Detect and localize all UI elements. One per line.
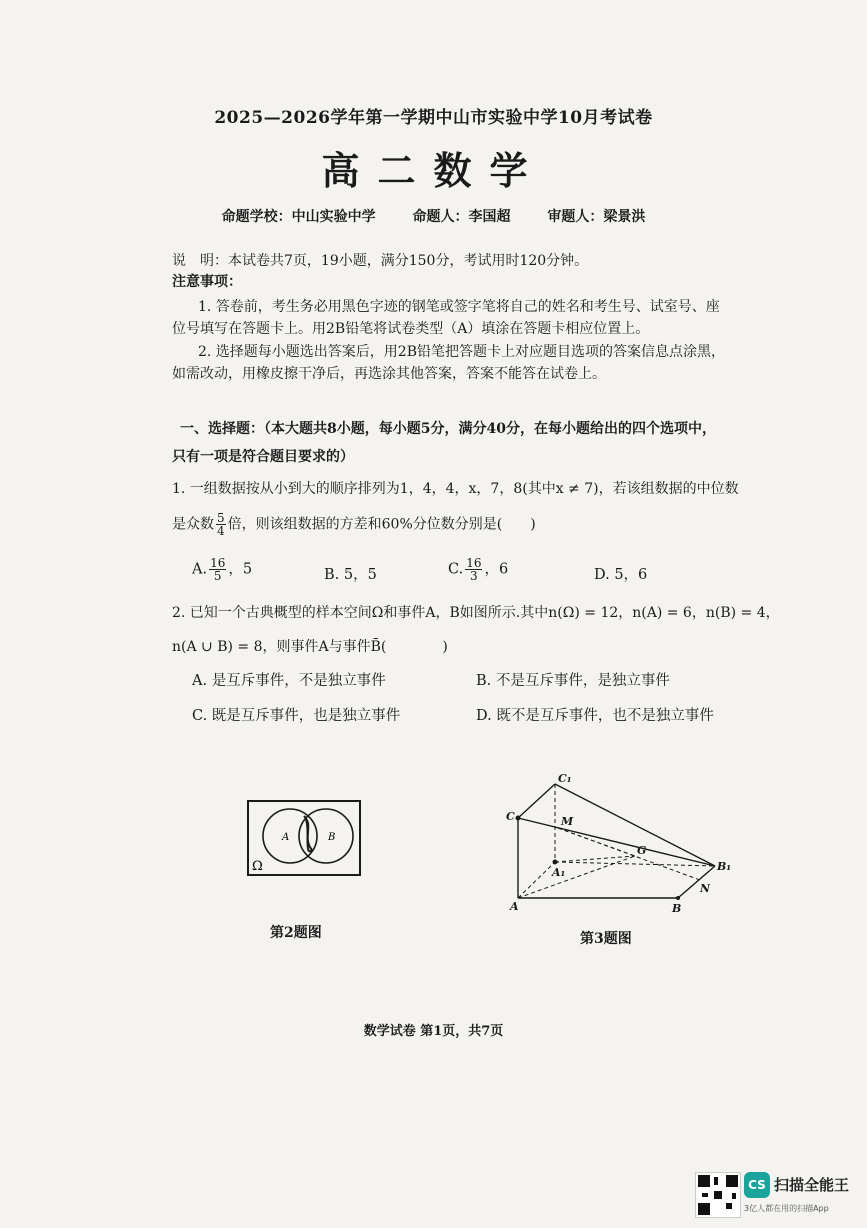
- label-event-a: A: [282, 832, 290, 843]
- label-g: G: [637, 844, 647, 857]
- vertex-a1-dot: [553, 860, 558, 865]
- q1-option-c-numerator: 16: [466, 556, 482, 570]
- q1-stem-pre: 是众数: [172, 516, 214, 533]
- q1-option-d: D. 5，6: [594, 567, 648, 583]
- segment-m-g: [558, 828, 635, 856]
- label-c: C: [506, 810, 515, 823]
- school: 命题学校：中山实验中学: [221, 209, 376, 225]
- figure-3-prism: [500, 770, 740, 920]
- notice-item-1-line-2: 位号填写在答题卡上。用2B铅笔将试卷类型（A）填涂在答题卡相应位置上。: [172, 321, 650, 337]
- figure-2-venn-diagram: [244, 798, 364, 878]
- q1-option-a-numerator: 16: [210, 556, 226, 570]
- label-event-b: B: [328, 832, 336, 843]
- q1-option-a-rest: ，5: [228, 561, 253, 578]
- label-b: B: [672, 902, 682, 915]
- edge-a-a1-hidden: [518, 862, 555, 898]
- q1-fraction-denominator: 4: [217, 524, 225, 538]
- label-n: N: [700, 882, 711, 895]
- camscanner-tagline: 3亿人都在用的扫描App: [744, 1204, 829, 1213]
- reviewer: 审题人：梁景洪: [547, 209, 646, 225]
- q2-option-a: A. 是互斥事件，不是独立事件: [192, 673, 386, 689]
- notice-heading: 注意事项：: [172, 274, 242, 290]
- notice-item-1-line-1: 1. 答卷前，考生务必用黑色字迹的钢笔或签字笔将自己的姓名和考生号、试室号、座: [198, 299, 720, 315]
- q1-stem-line-1: 1. 一组数据按从小到大的顺序排列为1，4，4，x，7，8(其中x ≠ 7)，若该组数据的中位数: [172, 481, 739, 497]
- q1-fraction: [216, 512, 226, 537]
- q1-option-a-fraction: [209, 557, 226, 582]
- figure-2-caption: 第2题图: [270, 925, 322, 941]
- intersection-scribble: [304, 816, 312, 851]
- subject-title: 高二数学: [321, 148, 546, 193]
- figure-3-caption: 第3题图: [580, 931, 632, 947]
- q1-option-a-denominator: 5: [213, 569, 222, 583]
- q1-option-c-denominator: 3: [470, 569, 478, 583]
- label-m: M: [561, 815, 574, 828]
- edge-c-c1: [518, 784, 555, 818]
- vertex-c-dot: [516, 816, 521, 821]
- section-1-heading: 一、选择题：（本大题共8小题，每小题5分，满分40分，在每小题给出的四个选项中，: [180, 421, 716, 437]
- point-n-dot: [676, 896, 680, 900]
- label-omega: Ω: [252, 859, 263, 874]
- camscanner-name: 扫描全能王: [774, 1176, 850, 1194]
- segment-a1-g: [555, 856, 635, 862]
- author: 命题人：李国超: [412, 209, 511, 225]
- edge-a1-b1-hidden: [555, 862, 715, 866]
- section-1-heading-cont: 只有一项是符合题目要求的）: [172, 449, 354, 465]
- label-b1: B₁: [717, 860, 732, 873]
- q1-option-c-label: C.: [448, 561, 464, 578]
- q2-stem-line-1: 2. 已知一个古典概型的样本空间Ω和事件A，B如图所示.其中n(Ω) = 12，n(A) = 6，n(B) = 4，: [172, 605, 780, 621]
- edge-c-b1: [518, 818, 715, 866]
- q1-option-c-rest: ，6: [484, 561, 509, 578]
- author-line: [0, 206, 867, 226]
- label-a1: A₁: [552, 866, 566, 879]
- q2-option-b: B. 不是互斥事件，是独立事件: [476, 673, 670, 689]
- qr-code-icon: [695, 1172, 741, 1218]
- q1-stem-line-2: [172, 512, 536, 537]
- q1-stem-post: 倍，则该组数据的方差和60%分位数分别是( ): [227, 516, 536, 533]
- notice-item-2-line-1: 2. 选择题每小题选出答案后，用2B铅笔把答题卡上对应题目选项的答案信息点涂黑，: [198, 344, 726, 360]
- camscanner-logo-icon: CS: [744, 1172, 770, 1198]
- q1-fraction-numerator: 5: [217, 511, 225, 525]
- edge-c1-b1: [555, 784, 715, 866]
- q1-option-a-label: A.: [192, 561, 208, 578]
- exam-title: 2025—2026学年第一学期中山市实验中学10月考试卷: [214, 108, 653, 128]
- q1-option-b: B. 5，5: [324, 567, 377, 583]
- page-footer: 数学试卷 第1页，共7页: [363, 1024, 504, 1039]
- event-a-circle: [263, 809, 317, 863]
- q2-option-d: D. 既不是互斥事件，也不是独立事件: [476, 708, 714, 724]
- q1-option-c-fraction: [465, 557, 482, 582]
- q1-option-c: [448, 557, 508, 582]
- q1-option-a: [192, 557, 252, 582]
- label-a: A: [510, 900, 519, 913]
- label-c1: C₁: [558, 772, 572, 785]
- q2-option-c: C. 既是互斥事件，也是独立事件: [192, 708, 401, 724]
- q2-stem-line-2: n(A ∪ B) = 8，则事件A与事件B̄( ): [172, 639, 448, 655]
- notice-item-2-line-2: 如需改动，用橡皮擦干净后，再选涂其他答案，答案不能答在试卷上。: [172, 366, 606, 382]
- exam-note: 说 明：本试卷共7页，19小题，满分150分，考试用时120分钟。: [172, 253, 589, 269]
